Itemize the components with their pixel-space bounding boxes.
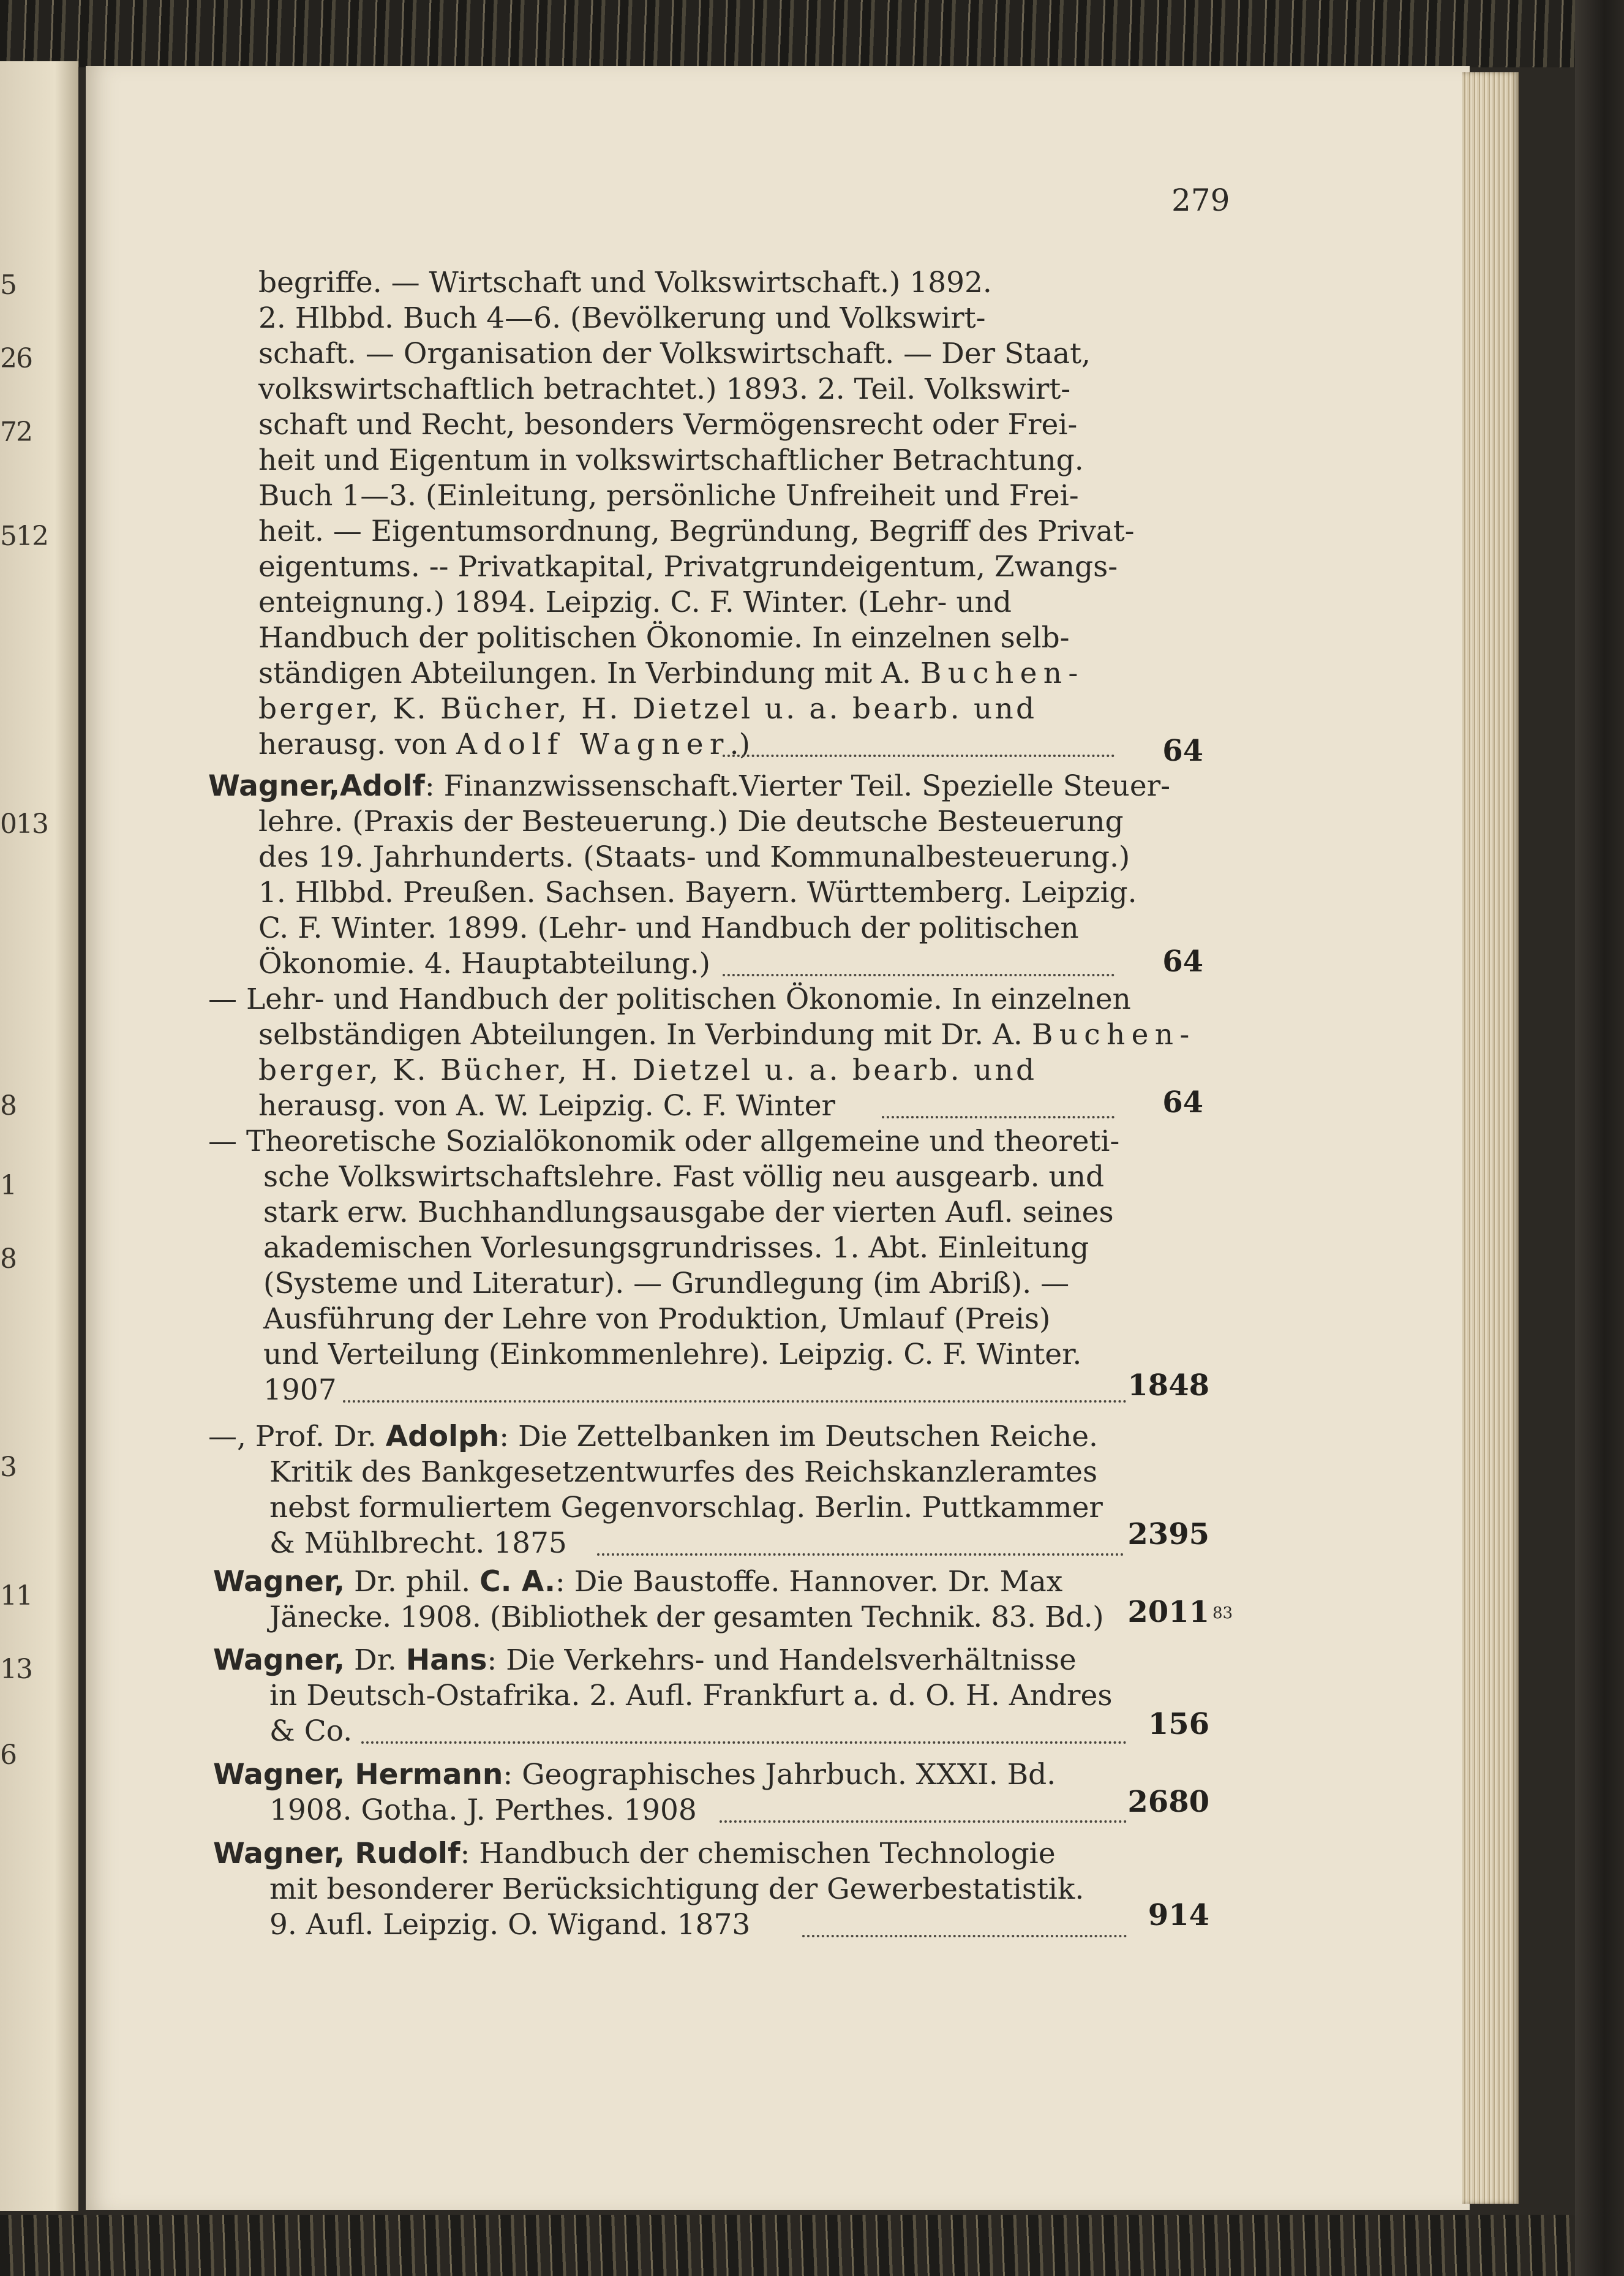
text-line: schaft und Recht, besonders Vermögensrecht oder Frei- [258,408,1078,442]
left-page-fragment: 6 [0,1739,16,1771]
marbled-board-top [0,0,1624,67]
leader-dots [882,1079,1115,1118]
reference-number: 914 [1148,1898,1209,1932]
text-line: begriffe. — Wirtschaft und Volkswirtschaft.) 1892. [258,266,992,300]
page-number: 279 [1171,183,1230,218]
text-line: Handbuch der politischen Ökonomie. In einzelnen selb- [258,621,1070,655]
left-page-fragment: 3 [0,1452,16,1483]
left-page-fragment: 11 [0,1580,32,1611]
text-line: heit. — Eigentumsordnung, Begründung, Begriff des Privat- [258,514,1135,548]
text-line: schaft. — Organisation der Volkswirtschaft. — Der Staat, [258,337,1091,371]
text-line: & Co. [269,1714,353,1748]
left-page-fragment: 8 [0,1243,16,1275]
text-fragment: : Die Verkehrs- und Handelsverhältnisse [487,1643,1077,1677]
book-cover-edge [1575,0,1624,2276]
spaced-name: Buchen- [1031,1018,1196,1052]
text-line [213,1564,1062,1600]
text-line: Kritik des Bankgesetzentwurfes des Reichskanzleramtes [269,1455,1098,1489]
leader-dots [802,1898,1127,1937]
text-line [208,768,1170,805]
entry-heading: Wagner, [213,1643,345,1677]
entry-heading: Wagner, [213,1565,345,1599]
text-line [258,1017,1196,1053]
text-line: — Lehr- und Handbuch der politischen Ökonomie. In einzelnen [208,982,1131,1016]
previous-page-sliver [0,61,78,2211]
leader-dots [343,1363,1127,1403]
left-page-fragment: 013 [0,808,48,840]
text-fragment: : Handbuch der chemischen Technologie [460,1837,1056,1871]
text-line: und Verteilung (Einkommenlehre). Leipzig. C. F. Winter. [263,1338,1082,1371]
reference-number: 1848 [1127,1368,1209,1403]
left-page-fragment: 512 [0,521,48,552]
text-line: herausg. von A. W. Leipzig. C. F. Winter [258,1089,835,1123]
text-line [213,1642,1077,1679]
text-fragment: : Finanzwissenschaft.Vierter Teil. Spezielle Steuer- [424,769,1170,803]
text-line [208,1419,1098,1455]
text-line: mit besonderer Berücksichtigung der Gewerbestatistik. [269,1872,1085,1906]
entry-heading: Wagner,Adolf [208,769,425,803]
leader-dots [720,1784,1127,1823]
reference-number: 64 [1162,944,1203,979]
text-fragment: : Die Zettelbanken im Deutschen Reiche. [499,1420,1098,1453]
left-page-fragment: 26 [0,343,32,374]
text-line: 2. Hlbbd. Buch 4—6. (Bevölkerung und Volkswirt- [258,301,986,335]
text-line: sche Volkswirtschaftslehre. Fast völlig neu ausgearb. und [263,1160,1105,1194]
text-line: berger, K. Bücher, H. Dietzel u. a. bearb. und [258,1053,1037,1087]
left-page-fragment: 8 [0,1090,16,1121]
text-line: 1. Hlbbd. Preußen. Sachsen. Bayern. Württemberg. Leipzig. [258,876,1137,910]
entry-heading: Adolph [385,1420,500,1453]
text-line: berger, K. Bücher, H. Dietzel u. a. bearb. und [258,692,1037,726]
spaced-name: Adolf Wagner [456,728,730,761]
text-line: enteignung.) 1894. Leipzig. C. F. Winter. (Lehr- und [258,586,1012,619]
margin-note: 83 [1212,1604,1233,1622]
text-fragment: : Die Baustoffe. Hannover. Dr. Max [555,1565,1063,1599]
text-line: 9. Aufl. Leipzig. O. Wigand. 1873 [269,1908,751,1942]
text-line: 1908. Gotha. J. Perthes. 1908 [269,1793,697,1827]
left-page-fragment: 72 [0,416,32,448]
reference-number: 2395 [1127,1517,1209,1551]
marbled-board-bottom [0,2215,1624,2276]
text-fragment: Dr. [345,1643,406,1677]
reference-number: 64 [1162,1085,1203,1120]
text-fragment: herausg. von [258,728,456,761]
page-block-edges [1462,72,1519,2204]
entry-heading: Wagner, Hermann [213,1758,503,1792]
left-page-fragment: 5 [0,269,16,301]
text-fragment: —, Prof. Dr. [208,1420,386,1453]
spaced-name: Buchen- [920,657,1085,690]
left-page-fragment: 13 [0,1654,32,1685]
leader-dots [723,937,1115,976]
text-line: lehre. (Praxis der Besteuerung.) Die deutsche Besteuerung [258,805,1124,838]
text-fragment: ständigen Abteilungen. In Verbindung mit A. [258,657,920,690]
text-line [258,726,750,763]
text-line: volkswirtschaftlich betrachtet.) 1893. 2. Teil. Volkswirt- [258,372,1071,406]
text-line: in Deutsch-Ostafrika. 2. Aufl. Frankfurt a. d. O. H. Andres [269,1679,1113,1713]
entry-heading: C. A. [479,1565,555,1599]
leader-dots [597,1517,1124,1556]
text-line: Ökonomie. 4. Hauptabteilung.) [258,947,710,981]
text-line: eigentums. -- Privatkapital, Privatgrundeigentum, Zwangs- [258,550,1118,584]
text-line: (Systeme und Literatur). — Grundlegung (im Abriß). — [263,1267,1070,1300]
entry-heading: Hans [405,1643,487,1677]
text-line: heit und Eigentum in volkswirtschaftlicher Betrachtung. [258,443,1084,477]
text-line: Buch 1—3. (Einleitung, persönliche Unfreiheit und Frei- [258,479,1079,513]
text-line: akademischen Vorlesungsgrundrisses. 1. Abt. Einleitung [263,1231,1089,1265]
text-line: — Theoretische Sozialökonomik oder allgemeine und theoreti- [208,1125,1120,1158]
reference-number: 156 [1148,1707,1209,1741]
reference-number: 64 [1162,734,1203,768]
text-line: Ausführung der Lehre von Produktion, Umlauf (Preis) [263,1302,1051,1336]
text-line: & Mühlbrecht. 1875 [269,1526,567,1560]
text-fragment: Dr. phil. [345,1565,480,1599]
text-line: stark erw. Buchhandlungsausgabe der vierten Aufl. seines [263,1196,1114,1229]
reference-number: 2011 [1127,1595,1209,1629]
text-line: Jänecke. 1908. (Bibliothek der gesamten Technik. 83. Bd.) [269,1600,1104,1634]
text-fragment: : Geographisches Jahrbuch. XXXI. Bd. [503,1758,1056,1792]
text-fragment: .) [729,728,750,761]
leader-dots [361,1705,1127,1744]
entry-heading: Wagner, Rudolf [213,1837,461,1871]
text-line [213,1836,1056,1872]
left-page-fragment: 1 [0,1170,16,1201]
leader-dots [723,718,1115,757]
text-line: 1907 [263,1373,337,1407]
text-line: nebst formuliertem Gegenvorschlag. Berlin. Puttkammer [269,1491,1103,1524]
reference-number: 2680 [1127,1785,1209,1819]
text-line: C. F. Winter. 1899. (Lehr- und Handbuch der politischen [258,911,1079,945]
text-fragment: selbständigen Abteilungen. In Verbindung mit Dr. A. [258,1018,1032,1052]
text-line [258,655,1085,692]
text-line: des 19. Jahrhunderts. (Staats- und Kommunalbesteuerung.) [258,840,1130,874]
